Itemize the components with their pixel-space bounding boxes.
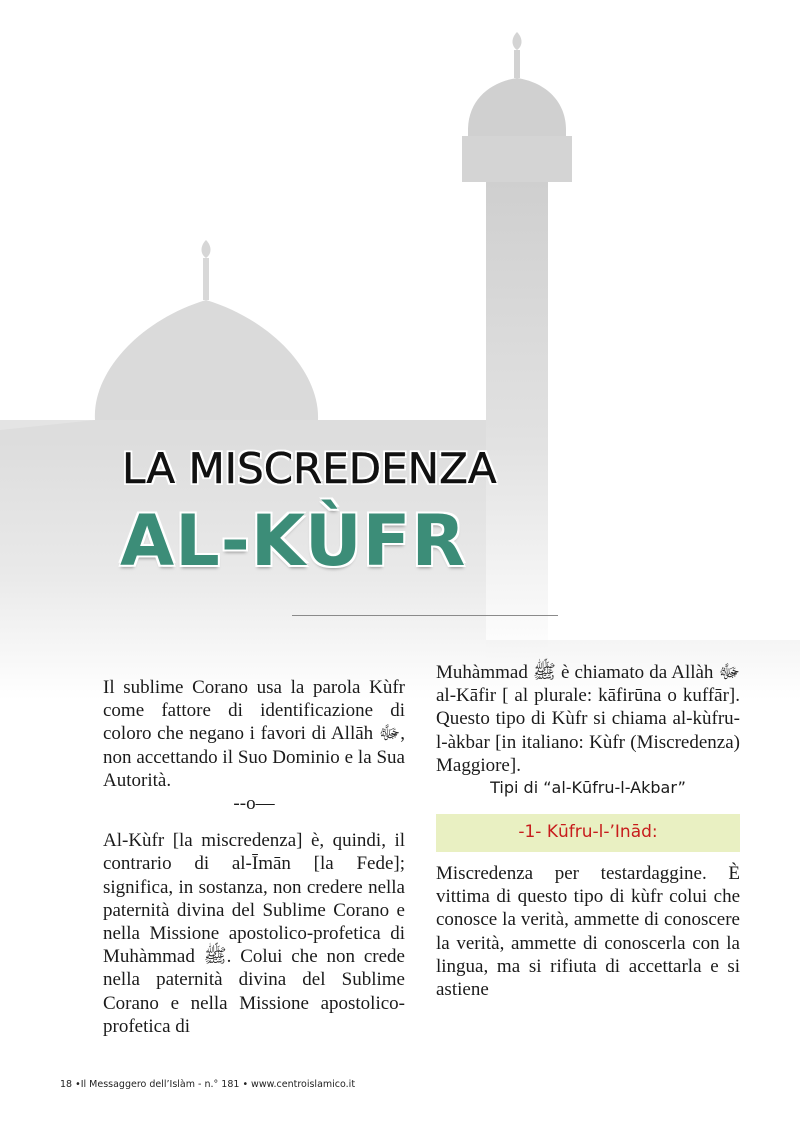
highlight-box — [436, 814, 740, 852]
right-paragraph-2: Miscredenza per testardaggine. È vittima di questo tipo di kùfr colui che conosce la verità, ammette di conoscere la verità, ammette di conoscerla con la lingua, ma si rifiuta di accettarla e si astiene — [436, 863, 740, 1001]
section-separator: --o— — [233, 793, 275, 815]
dome-left — [95, 240, 318, 420]
left-column — [103, 676, 405, 1038]
article-title-line1: LA MISCREDENZA — [122, 444, 497, 493]
subheading-types: Tipi di “al-Kūfru-l-Akbar” — [490, 778, 686, 798]
right-paragraph-1: Muhàmmad ﷺ è chiamato da Allàh ﷻ al-Kāfir [ al plurale: kāfirūna o kuffār]. Questo tipo di Kùfr si chiama al-kùfru-l-àkbar [in italiano: Kùfr (Miscredenza) Maggiore]. — [436, 662, 740, 776]
page-footer: 18 •Il Messaggero dell’Islàm - n.° 181 • www.centroislamico.it — [60, 1079, 356, 1090]
left-paragraph-1: Il sublime Corano usa la parola Kùfr come fattore di identificazione di coloro che negano i favori di Allāh ﷻ, non accettando il Suo Dominio e la Sua Autorità. — [103, 677, 405, 791]
highlight-box-label: -1- Kūfru-l-’Inād: — [518, 822, 658, 843]
article-title-line2: AL-KÙFR — [120, 500, 467, 582]
left-paragraph-2: Al-Kùfr [la miscredenza] è, quindi, il contrario di al-Īmān [la Fede]; significa, in sostanza, non credere nella paternità divina del Sublime Corano e nella Missione apostolico-profetica di Muhàmmad ﷺ. Colui che non crede nella paternità divina del Sublime Corano e nella Missione apostolico-profetica di — [103, 830, 405, 1037]
right-column — [436, 661, 740, 1001]
title-divider — [292, 615, 558, 616]
